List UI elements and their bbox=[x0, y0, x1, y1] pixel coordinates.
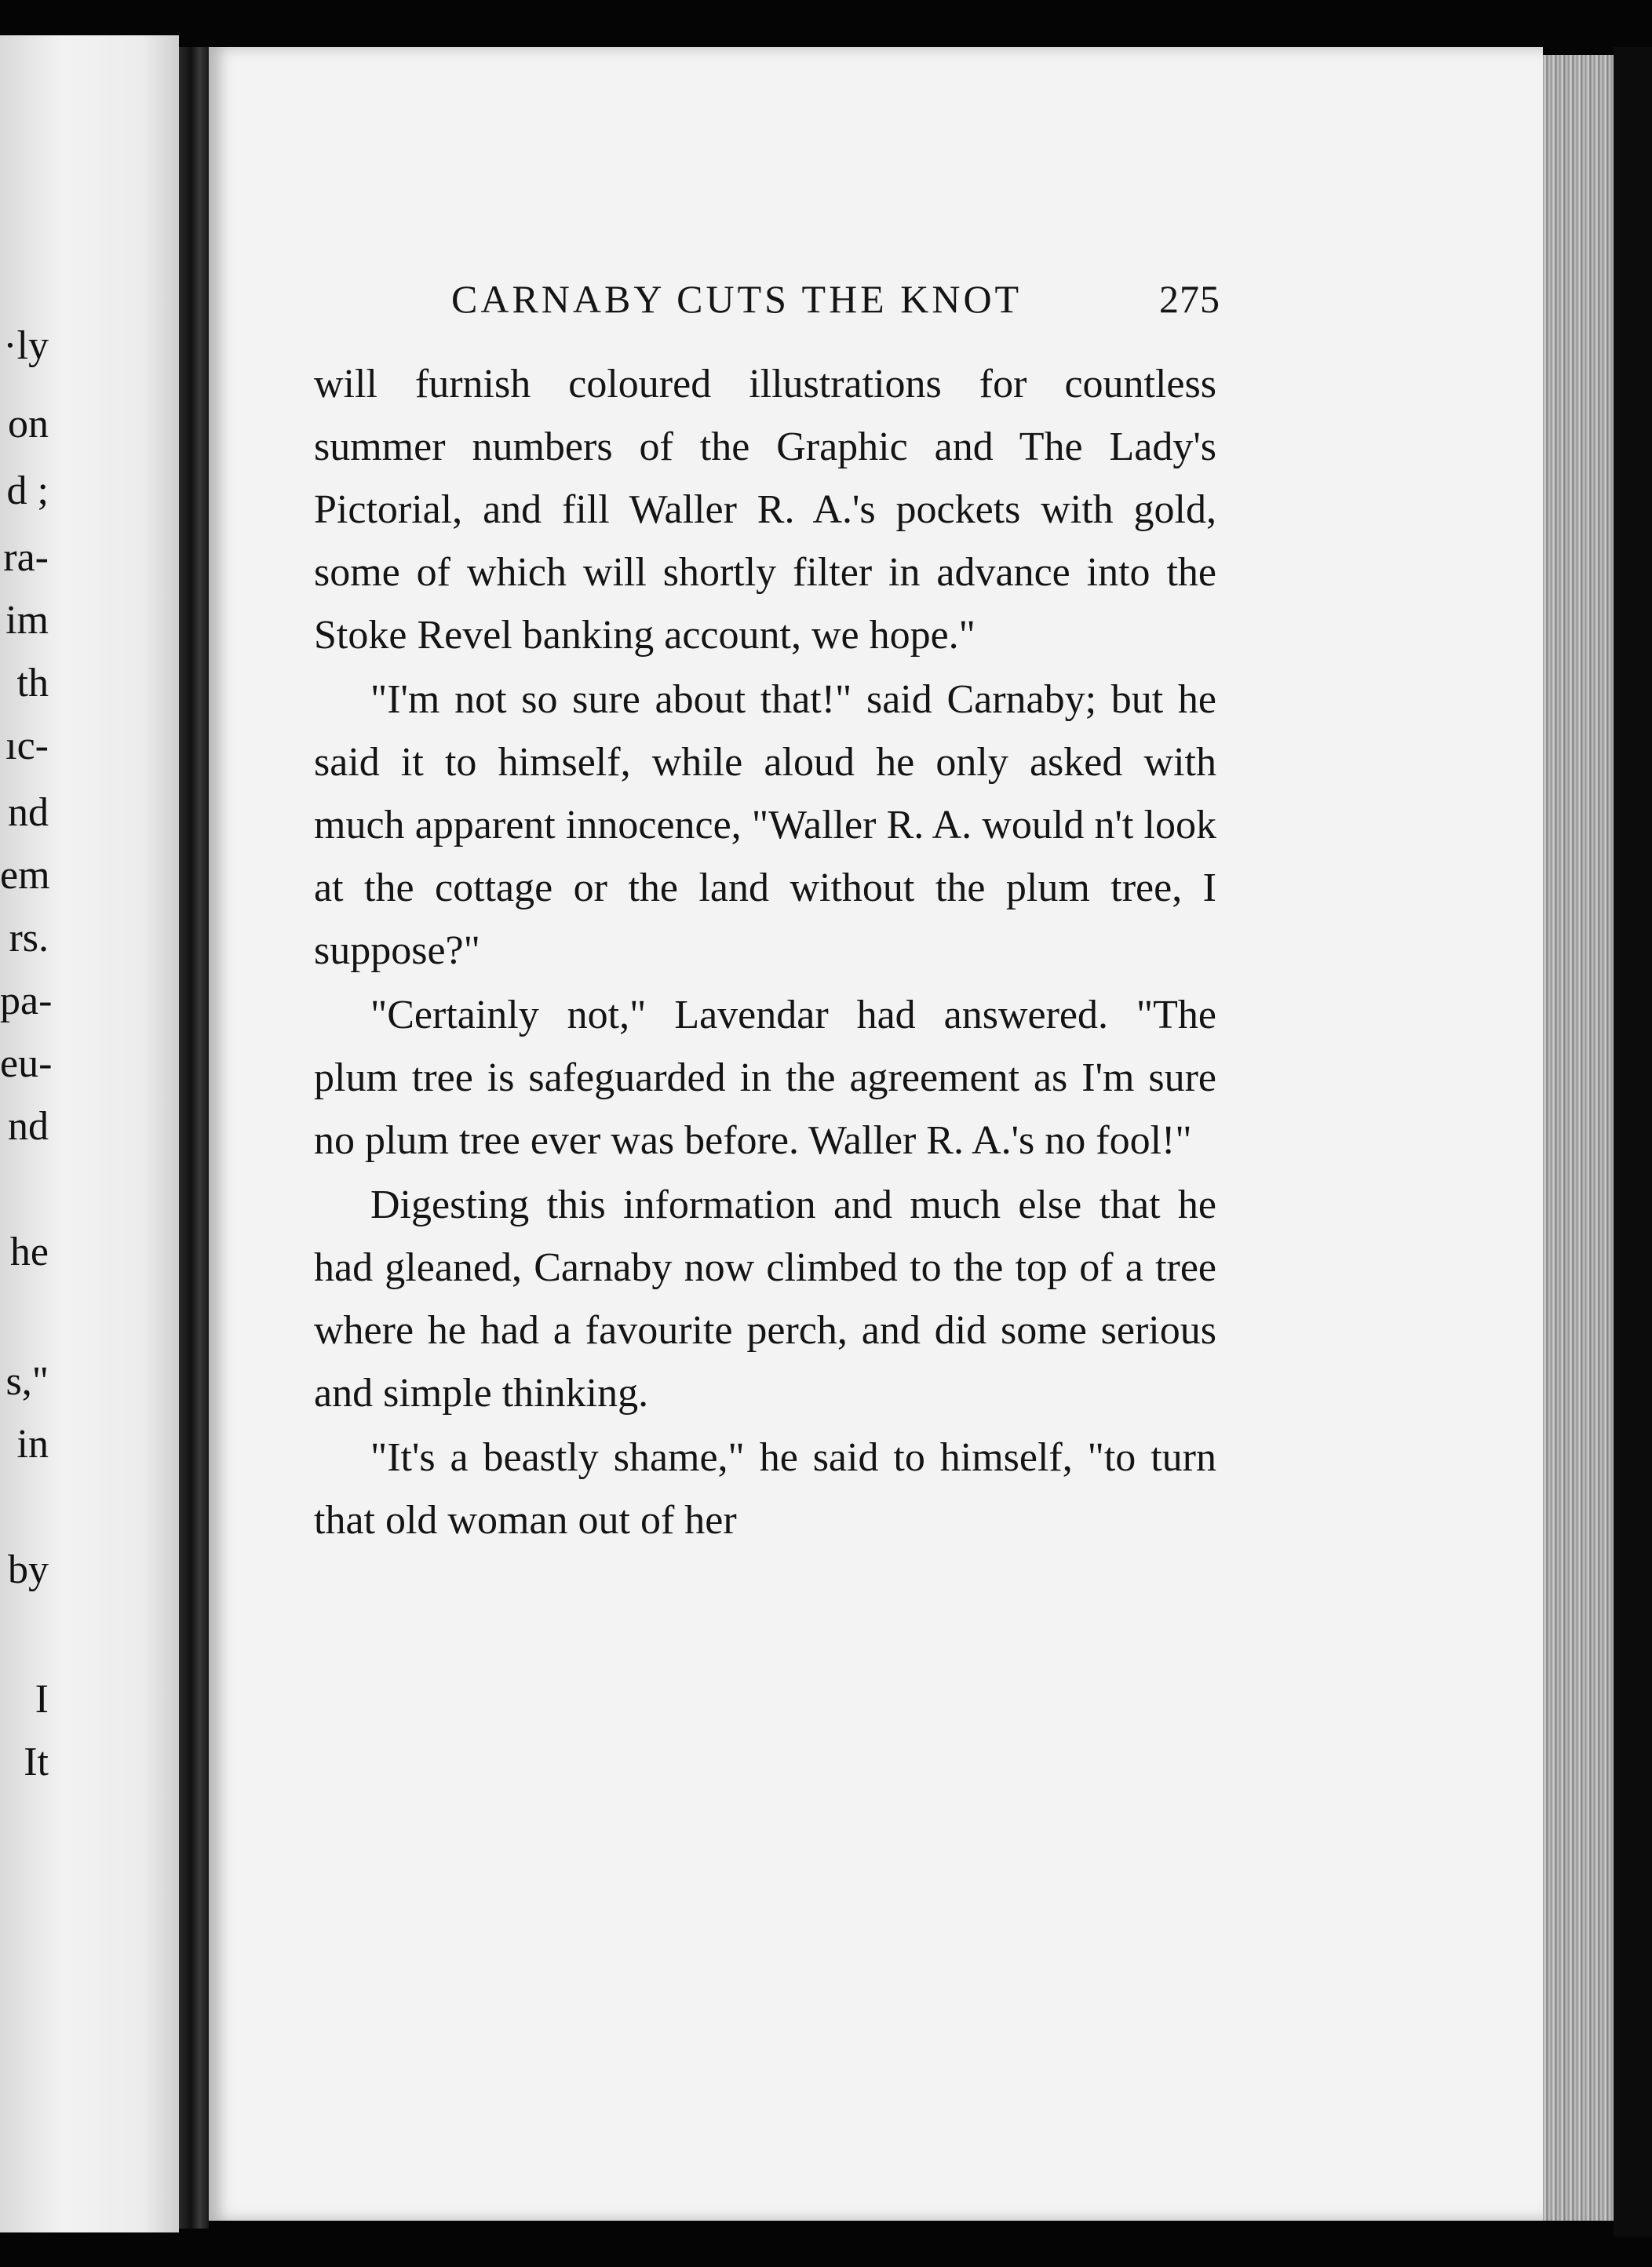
paragraph-5: "It's a beastly shame," he said to himself, "to turn that old woman out of her bbox=[314, 1435, 1216, 1543]
left-page-fragment: ·ly bbox=[3, 323, 49, 368]
left-page-fragment: pa- bbox=[0, 979, 53, 1023]
left-page-text-fragments bbox=[0, 35, 179, 2232]
page-number: 275 bbox=[1159, 277, 1220, 321]
paragraph-3: "Certainly not," Lavendar had answered. "The plum tree is safeguarded in the agreement as I'm sure no plum tree ever was before. Waller R. A.'s no fool!" bbox=[314, 993, 1216, 1163]
left-page-fragment: th bbox=[16, 661, 49, 705]
left-page-fragment: he bbox=[9, 1230, 49, 1274]
left-page-fragment: in bbox=[16, 1422, 49, 1467]
paragraph-1: will furnish coloured illustrations for countless summer numbers of the Graphic and The Lady's Pictorial, and fill Waller R. A.'s pockets with gold, some of which will shortly filter in advance into the Stoke Revel banking account, we hope." bbox=[314, 362, 1216, 658]
left-page-fragment: rs. bbox=[9, 916, 49, 960]
left-page-fragment: ra- bbox=[3, 535, 49, 580]
paragraph-2: "I'm not so sure about that!" said Carnaby; but he said it to himself, while aloud he only asked with much apparent innocence, "Waller R. A. would n't look at the cottage or the land without the plum tree, I suppose?" bbox=[314, 677, 1216, 973]
left-page-fragment: im bbox=[5, 598, 49, 643]
book-cover-edge bbox=[1614, 47, 1652, 2236]
body-text bbox=[314, 353, 1216, 1552]
left-page-fragment: nd bbox=[8, 1104, 49, 1149]
left-page-fragment: eu- bbox=[0, 1041, 53, 1086]
left-page-fragment: on bbox=[8, 402, 49, 446]
chapter-title: CARNABY CUTS THE KNOT bbox=[451, 277, 1023, 321]
left-page-fragment: s," bbox=[5, 1359, 49, 1404]
left-page-fragment: It bbox=[24, 1740, 49, 1784]
left-page-fragment: nd bbox=[8, 790, 49, 835]
left-page-fragment: d ; bbox=[6, 468, 49, 513]
running-head bbox=[451, 276, 1220, 328]
left-page-fragment: I bbox=[35, 1677, 49, 1722]
page-edges bbox=[1543, 55, 1614, 2221]
left-page bbox=[0, 35, 179, 2232]
book-gutter bbox=[179, 47, 209, 2229]
left-page-fragment: em bbox=[0, 853, 50, 898]
paragraph-4: Digesting this information and much else that he had gleaned, Carnaby now climbed to the top of a tree where he had a favourite perch, and did some serious and simple thinking. bbox=[314, 1183, 1216, 1416]
left-page-fragment: ıc- bbox=[5, 723, 49, 768]
left-page-fragment: by bbox=[8, 1547, 49, 1592]
